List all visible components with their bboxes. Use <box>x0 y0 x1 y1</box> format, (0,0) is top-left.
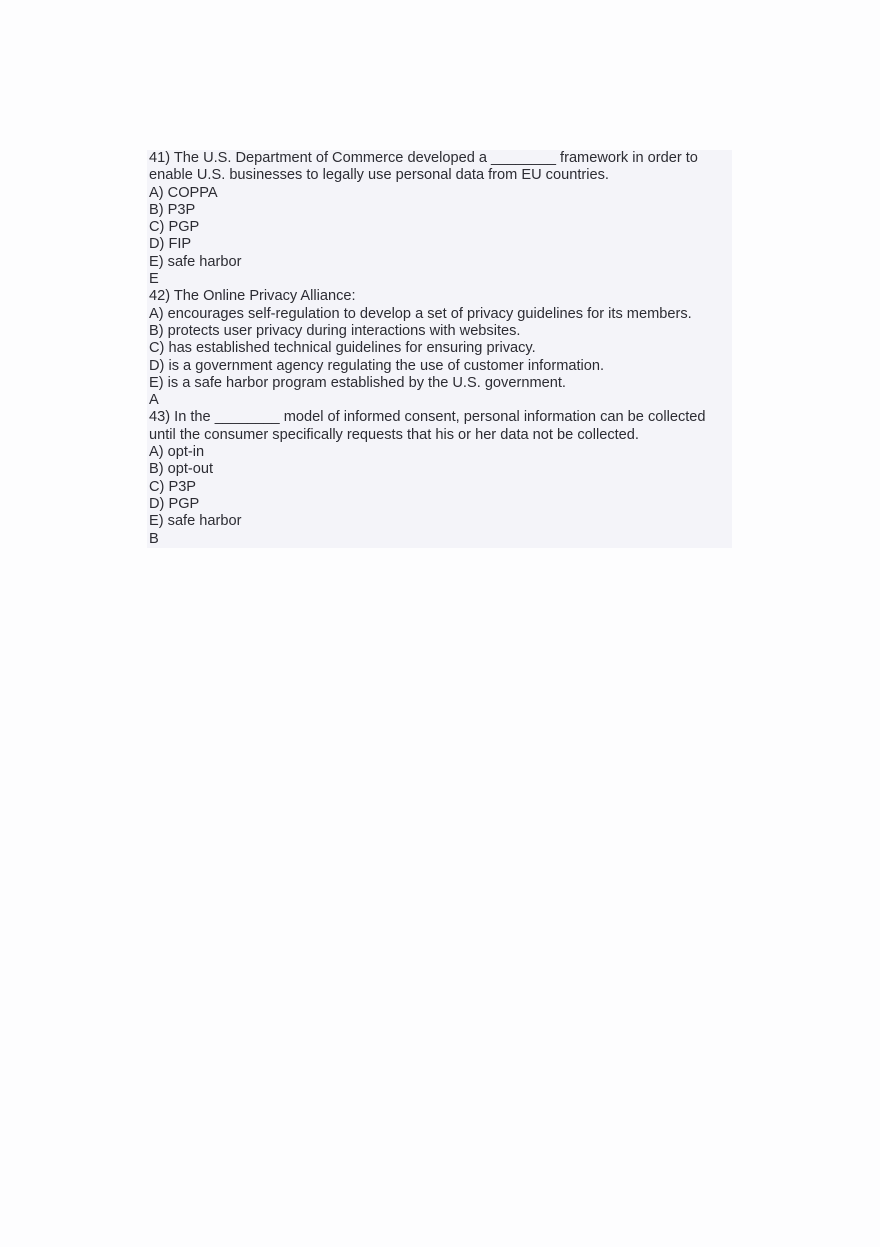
answer-option: D) FIP <box>149 236 192 253</box>
answer-option: E) safe harbor <box>149 253 242 270</box>
answer-option: B) protects user privacy during interactions with websites. <box>149 322 521 339</box>
question-stem-line: enable U.S. businesses to legally use personal data from EU countries. <box>149 167 609 184</box>
answer-option: D) is a government agency regulating the use of customer information. <box>149 357 605 374</box>
question-stem-line: 41) The U.S. Department of Commerce developed a ________ framework in order to <box>149 150 698 166</box>
correct-answer: B <box>149 530 159 547</box>
answer-option: C) PGP <box>149 219 200 236</box>
question-41 <box>149 150 732 288</box>
answer-option: A) encourages self-regulation to develop a set of privacy guidelines for its members. <box>149 305 692 322</box>
answer-option: C) P3P <box>149 478 197 495</box>
answer-option: B) opt-out <box>149 461 214 478</box>
question-stem-line: 43) In the ________ model of informed consent, personal information can be collected <box>149 409 706 426</box>
answer-option: A) COPPA <box>149 184 218 201</box>
answer-option: E) safe harbor <box>149 513 242 530</box>
answer-option: A) opt-in <box>149 444 205 461</box>
answer-option: B) P3P <box>149 201 196 218</box>
answer-option: D) PGP <box>149 495 200 512</box>
question-stem-line: 42) The Online Privacy Alliance: <box>149 288 356 305</box>
correct-answer: A <box>149 392 159 409</box>
answer-option: C) has established technical guidelines for ensuring privacy. <box>149 340 536 357</box>
question-42 <box>149 288 732 409</box>
correct-answer: E <box>149 271 159 288</box>
question-43 <box>149 409 732 547</box>
quiz-text-block <box>147 150 732 548</box>
question-stem-line: until the consumer specifically requests that his or her data not be collected. <box>149 426 639 443</box>
answer-option: E) is a safe harbor program established by the U.S. government. <box>149 374 566 391</box>
